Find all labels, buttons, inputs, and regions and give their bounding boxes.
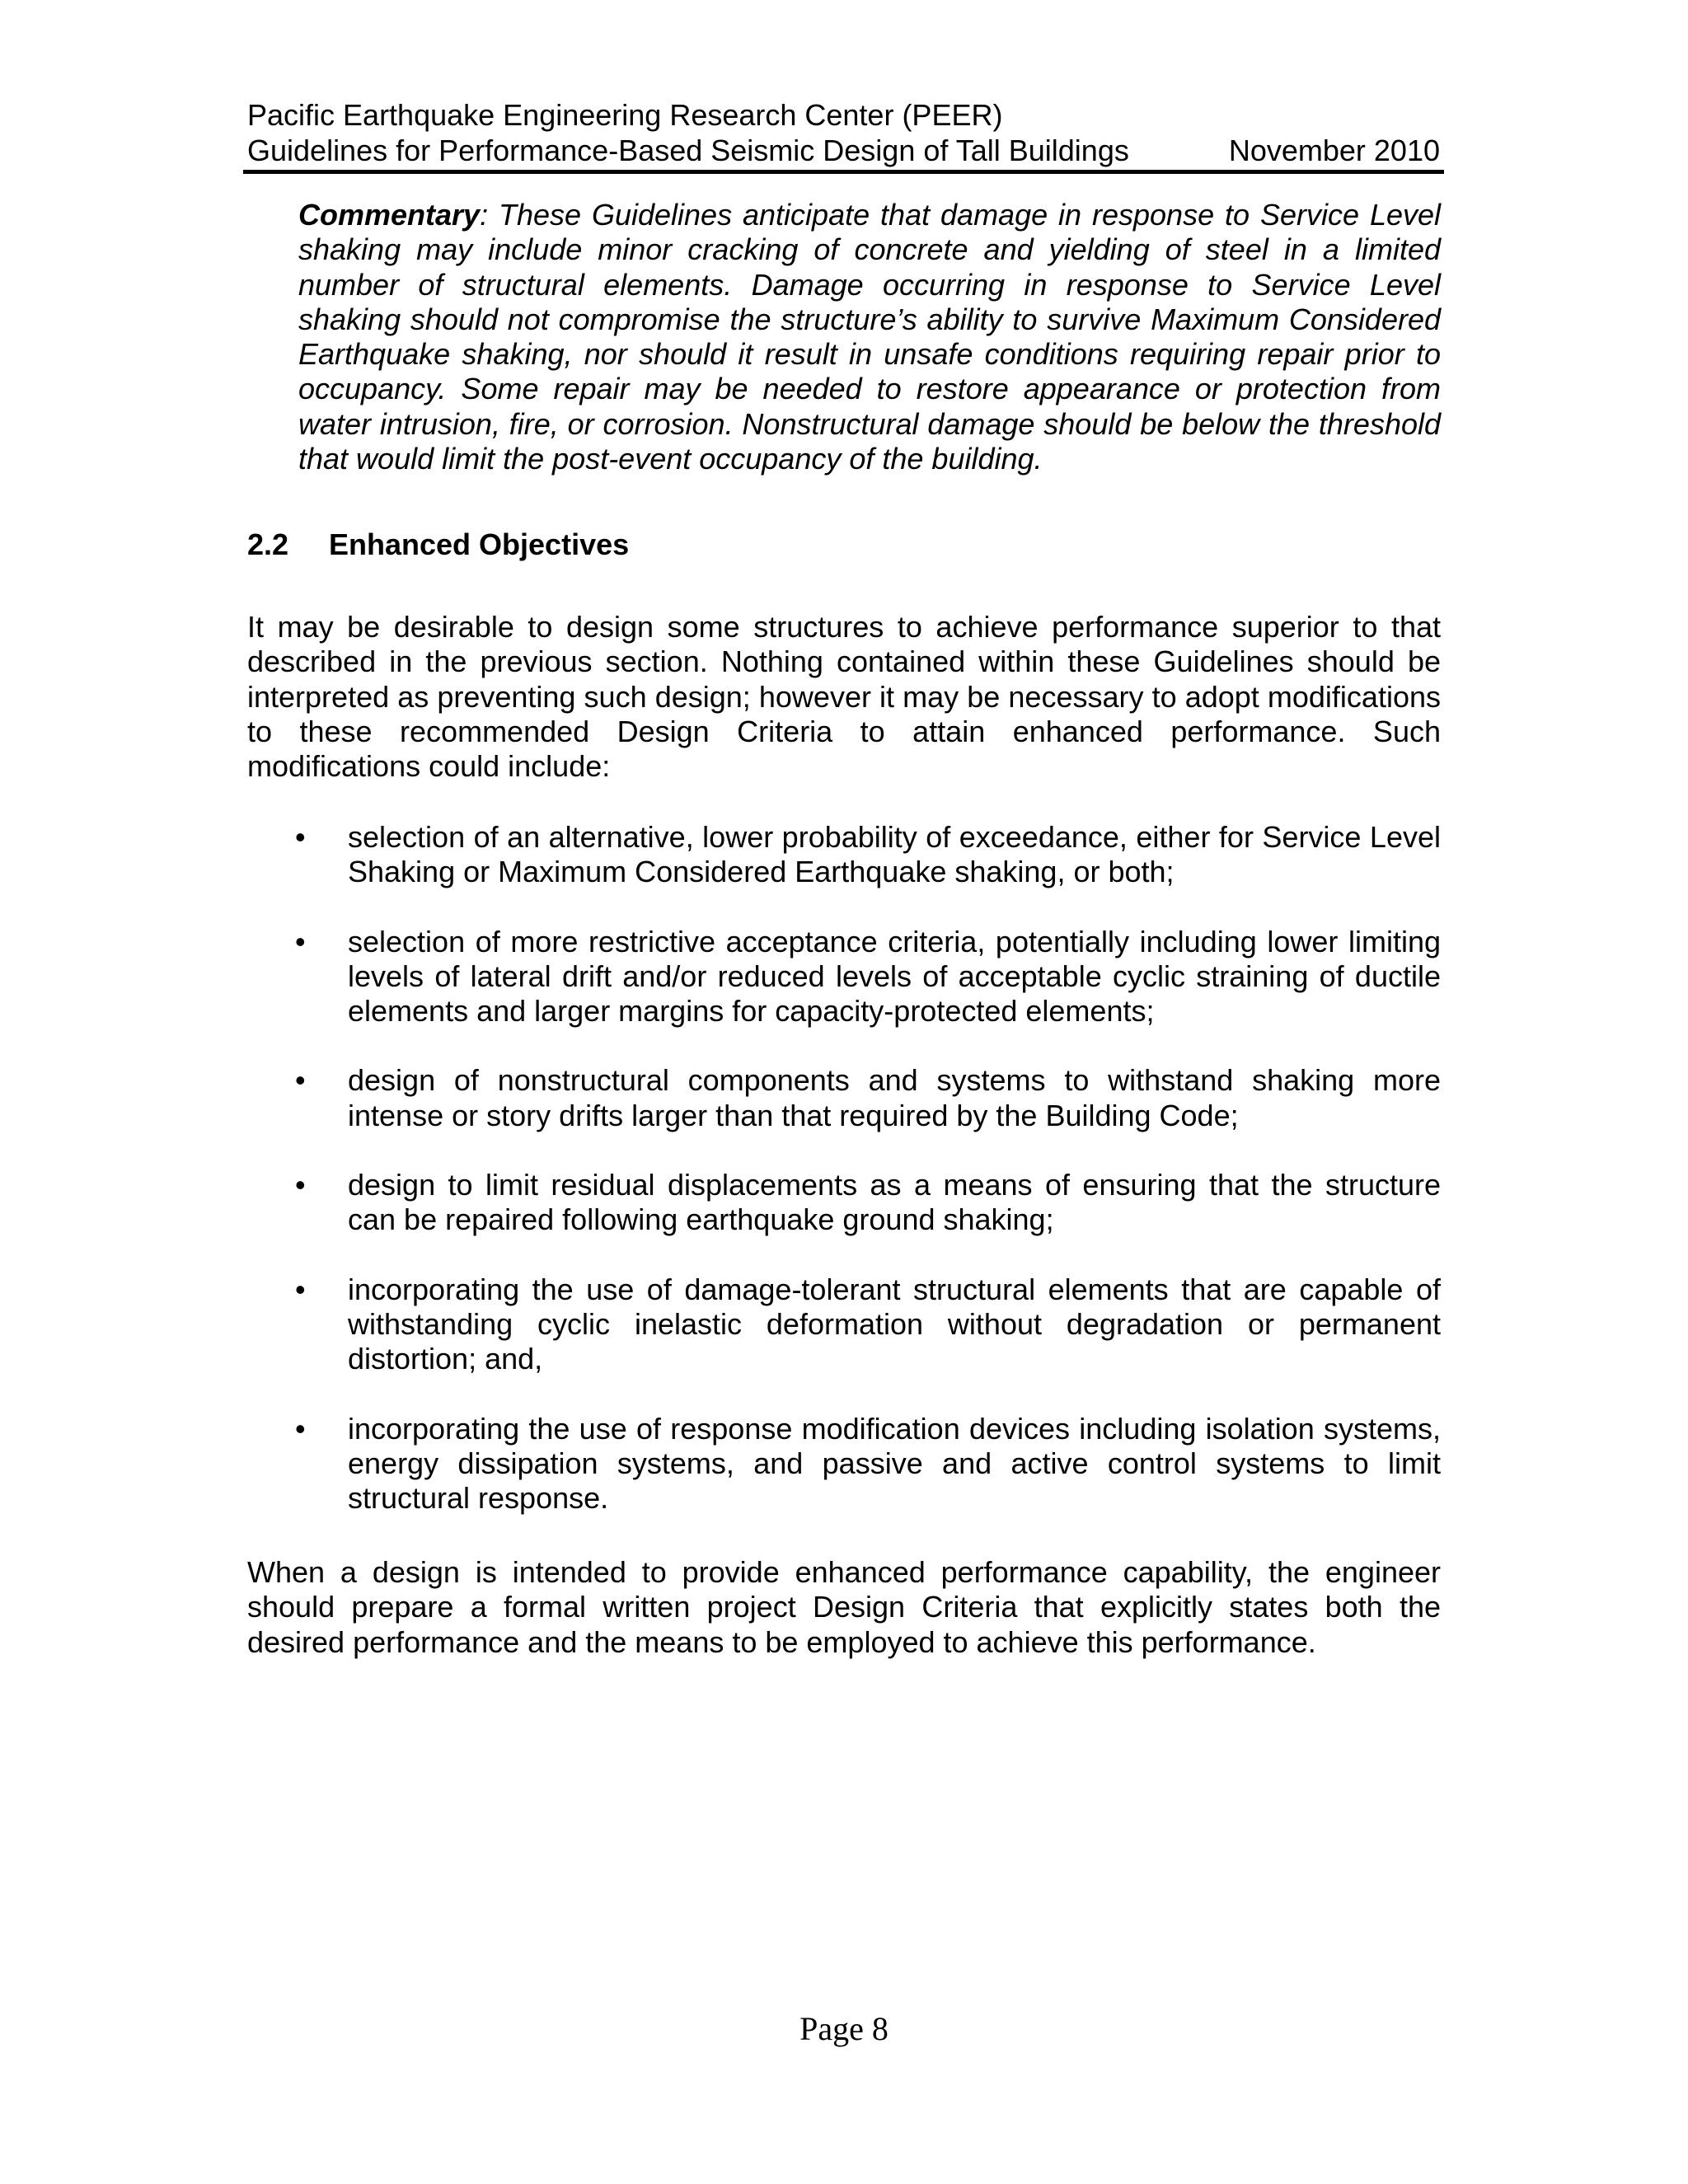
list-item-text: incorporating the use of damage-tolerant structural elements that are capable of withstanding cyclic inelastic deformation without degradation or permanent distortion; and,: [348, 1272, 1441, 1376]
list-item-text: design to limit residual displacements as a means of ensuring that the structure can be repaired following earthquake ground shaking;: [348, 1168, 1441, 1237]
running-header: [247, 97, 1440, 168]
header-date: November 2010: [1228, 134, 1440, 167]
list-item-text: design of nonstructural components and systems to withstand shaking more intense or story drifts larger than that required by the Building Code;: [348, 1063, 1441, 1132]
section-heading: [247, 527, 629, 562]
bullet-icon: •: [295, 820, 306, 854]
bullet-icon: •: [295, 1063, 306, 1098]
list-item: [247, 1063, 1441, 1133]
bullet-icon: •: [295, 1411, 306, 1446]
closing-paragraph: When a design is intended to provide enhanced performance capability, the engineer should prepare a formal written project Design Criteria that explicitly states both the desired performance and the means to be employed to achieve this performance.: [247, 1555, 1441, 1659]
commentary-text: : These Guidelines anticipate that damage in response to Service Level shaking may include minor cracking of concrete and yielding of steel in a limited number of structural elements. Damage occurring in response to Service Level shaking should not compromise the structure’s ability to survive Maximum Considered Earthquake shaking, nor should it result in unsafe conditions requiring repair prior to occupancy. Some repair may be needed to restore appearance or protection from water intrusion, fire, or corrosion. Nonstructural damage should be below the threshold that would limit the post-event occupancy of the building.: [298, 198, 1441, 476]
bullet-icon: •: [295, 924, 306, 958]
bullet-icon: •: [295, 1272, 306, 1306]
header-title-row: [247, 133, 1440, 168]
list-item-text: selection of more restrictive acceptance criteria, potentially including lower limiting levels of lateral drift and/or reduced levels of acceptable cyclic straining of ductile elements and larger margins for capacity-protected elements;: [348, 924, 1441, 1029]
list-item: [247, 925, 1441, 1029]
bullet-icon: •: [295, 1168, 306, 1202]
list-item: [247, 1272, 1441, 1377]
page-number: Page 8: [799, 2010, 889, 2047]
header-document-title: Guidelines for Performance-Based Seismic Design of Tall Buildings: [247, 134, 1129, 167]
commentary-label: Commentary: [298, 198, 481, 232]
list-item: [247, 1168, 1441, 1238]
list-item: [247, 1412, 1441, 1516]
list-item-text: selection of an alternative, lower probability of exceedance, either for Service Level Shaking or Maximum Considered Earthquake shaking, or both;: [348, 820, 1441, 889]
list-item-text: incorporating the use of response modification devices including isolation systems, energy dissipation systems, and passive and active control systems to limit structural response.: [348, 1411, 1441, 1516]
header-organization: Pacific Earthquake Engineering Research Center (PEER): [247, 98, 1003, 132]
commentary-block: [298, 198, 1441, 476]
list-item: [247, 820, 1441, 890]
section-number: 2.2: [247, 527, 289, 561]
modifications-list: [247, 820, 1441, 1550]
header-rule: [243, 170, 1444, 174]
section-title: Enhanced Objectives: [329, 527, 630, 561]
intro-paragraph: It may be desirable to design some structures to achieve performance superior to that described in the previous section. Nothing contained within these Guidelines should be interpreted as preventing such design; however it may be necessary to adopt modifications to these recommended Design Criteria to attain enhanced performance. Such modifications could include:: [247, 610, 1441, 784]
